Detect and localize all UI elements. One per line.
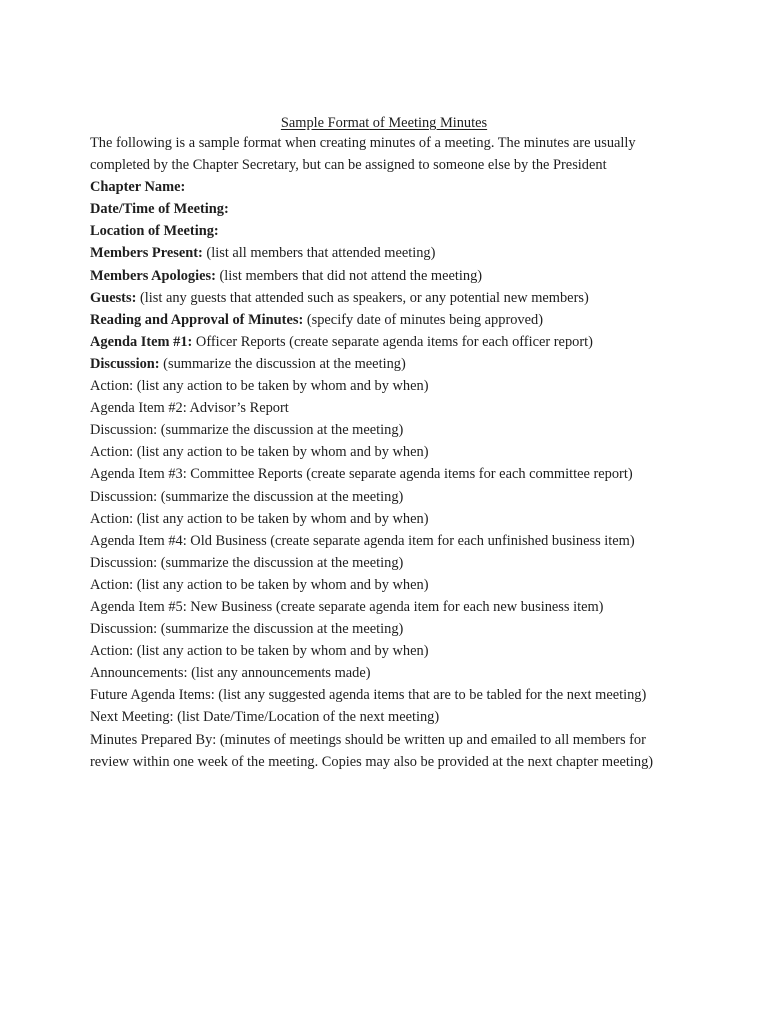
minutes-field-line: [90, 729, 670, 773]
minutes-field-line: [90, 287, 670, 309]
field-description: Officer Reports (create separate agenda items for each officer report): [192, 333, 593, 350]
minutes-field-line: [90, 618, 670, 640]
field-description: Discussion: (summarize the discussion at the meeting): [90, 422, 404, 439]
minutes-field-line: [90, 640, 670, 662]
field-description: Action: (list any action to be taken by whom and by when): [90, 510, 429, 527]
field-description: (list members that did not attend the meeting): [215, 267, 483, 284]
minutes-field-line: [90, 486, 670, 508]
document-title: [0, 113, 768, 133]
minutes-field-line: [90, 397, 670, 419]
field-label: Location of Meeting:: [90, 223, 219, 240]
minutes-field-line: [90, 309, 670, 331]
field-description: Discussion: (summarize the discussion at the meeting): [90, 621, 404, 638]
field-description: Action: (list any action to be taken by whom and by when): [90, 643, 429, 660]
minutes-field-line: [90, 552, 670, 574]
field-label: Reading and Approval of Minutes:: [90, 311, 304, 328]
field-description: Announcements: (list any announcements made): [90, 665, 371, 682]
minutes-field-line: [90, 375, 670, 397]
field-label: Guests:: [90, 289, 137, 306]
field-description: Minutes Prepared By: (minutes of meetings should be written up and emailed to all members for review within one week of the meeting. Copies may also be provided at the next chapter meeting): [90, 731, 654, 770]
field-description: Agenda Item #2: Advisor’s Report: [90, 400, 289, 417]
minutes-field-line: [90, 596, 670, 618]
field-label: Members Present:: [90, 245, 203, 262]
field-description: Future Agenda Items: (list any suggested agenda items that are to be tabled for the next meeting): [90, 687, 647, 704]
field-description: Discussion: (summarize the discussion at the meeting): [90, 554, 404, 571]
field-description: Next Meeting: (list Date/Time/Location of the next meeting): [90, 709, 440, 726]
field-label: Discussion:: [90, 355, 160, 372]
minutes-field-line: [90, 220, 670, 242]
field-label: Members Apologies:: [90, 267, 216, 284]
field-description: Agenda Item #3: Committee Reports (create separate agenda items for each committee report): [90, 466, 633, 483]
minutes-field-line: [90, 242, 670, 264]
field-description: Action: (list any action to be taken by whom and by when): [90, 444, 429, 461]
field-description: Discussion: (summarize the discussion at the meeting): [90, 488, 404, 505]
field-description: Action: (list any action to be taken by whom and by when): [90, 576, 429, 593]
minutes-field-line: [90, 331, 670, 353]
field-description: Agenda Item #5: New Business (create separate agenda item for each new business item): [90, 598, 604, 615]
intro-paragraph: The following is a sample format when creating minutes of a meeting. The minutes are usually completed by the Chapter Secretary, but can be assigned to someone else by the President: [90, 135, 636, 174]
field-description: Action: (list any action to be taken by whom and by when): [90, 378, 429, 395]
minutes-field-line: [90, 574, 670, 596]
field-description: (list any guests that attended such as speakers, or any potential new members): [136, 289, 589, 306]
minutes-field-line: [90, 706, 670, 728]
minutes-field-line: [90, 530, 670, 552]
minutes-field-line: [90, 419, 670, 441]
minutes-field-line: [90, 463, 670, 485]
field-description: (specify date of minutes being approved): [303, 311, 543, 328]
field-label: Agenda Item #1:: [90, 333, 193, 350]
minutes-field-line: [90, 662, 670, 684]
minutes-field-line: [90, 684, 670, 706]
field-description: (summarize the discussion at the meeting): [159, 355, 406, 372]
minutes-field-line: [90, 176, 670, 198]
document-title-text: Sample Format of Meeting Minutes: [280, 115, 488, 131]
document-body: [90, 132, 670, 773]
minutes-field-line: [90, 198, 670, 220]
minutes-fields-list: [90, 176, 670, 773]
minutes-field-line: [90, 353, 670, 375]
field-label: Date/Time of Meeting:: [90, 201, 229, 218]
field-description: Agenda Item #4: Old Business (create separate agenda item for each unfinished business item): [90, 532, 635, 549]
field-description: (list all members that attended meeting): [202, 245, 436, 262]
minutes-field-line: [90, 508, 670, 530]
minutes-field-line: [90, 441, 670, 463]
field-label: Chapter Name:: [90, 179, 186, 196]
minutes-field-line: [90, 265, 670, 287]
